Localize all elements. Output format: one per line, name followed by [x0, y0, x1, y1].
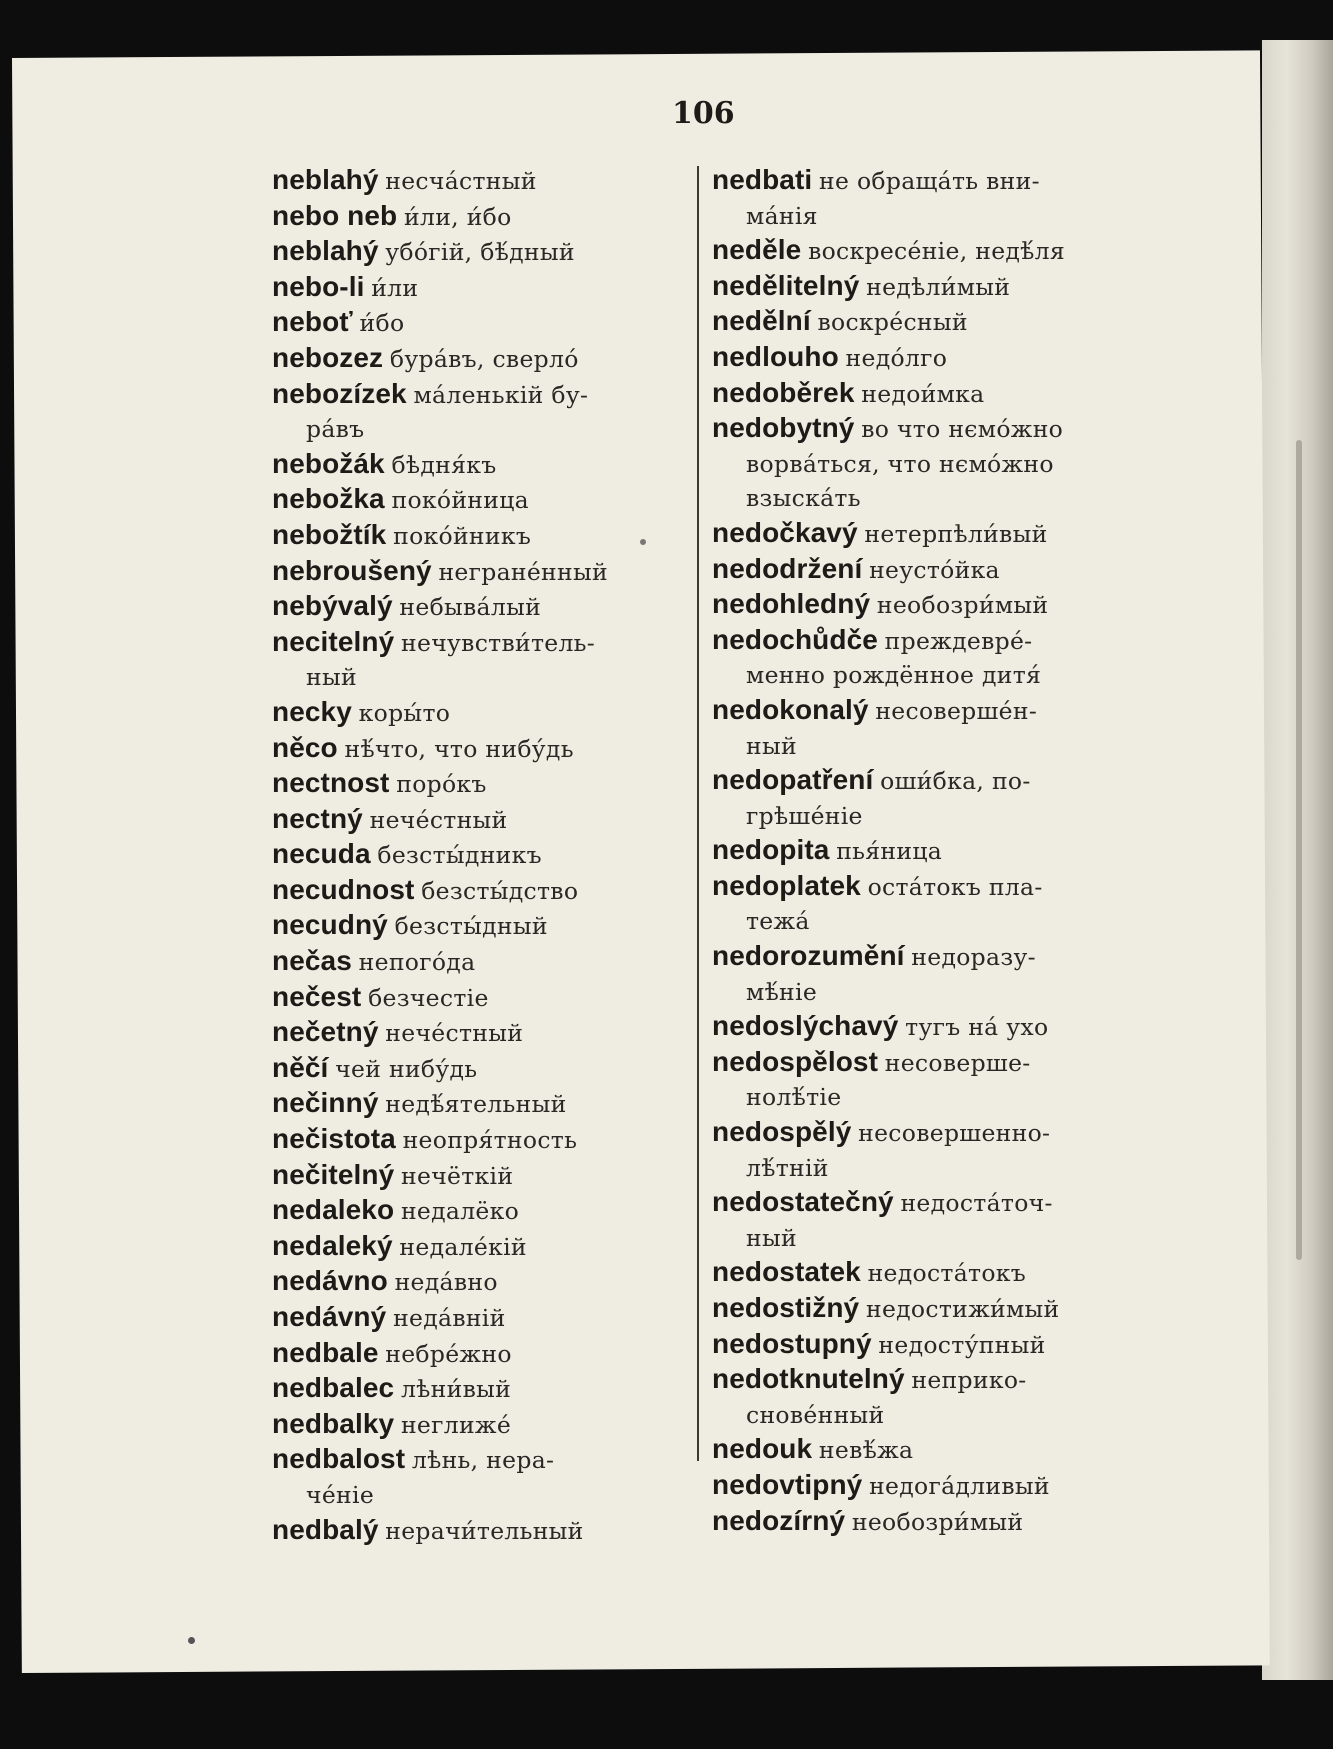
dictionary-entry — [272, 1336, 697, 1372]
headword: nebozízek — [272, 377, 407, 409]
translation: необозри́мый — [876, 591, 1049, 620]
headword: nečitelný — [272, 1158, 395, 1190]
headword: nedbale — [272, 1336, 379, 1368]
headword: nedohledný — [712, 588, 871, 620]
print-speck — [640, 539, 646, 545]
headword: nedozírný — [712, 1504, 846, 1536]
translation-continuation: нолѣ́тіе — [746, 1083, 842, 1112]
headword: nedopita — [712, 834, 830, 866]
headword: nedbalky — [272, 1407, 395, 1439]
dictionary-entry — [272, 766, 697, 802]
dictionary-entry — [272, 305, 697, 341]
headword: něčí — [272, 1051, 329, 1083]
dictionary-entry — [712, 304, 1130, 340]
translation: недоразу- — [911, 943, 1036, 972]
dictionary-entry — [712, 1362, 1130, 1432]
headword: nečest — [272, 980, 362, 1012]
dictionary-entry — [712, 269, 1130, 305]
headword: nedokonalý — [712, 693, 869, 725]
headword: nebožtík — [272, 518, 387, 550]
translation: бура́въ, сверло́ — [389, 344, 579, 373]
dictionary-entry — [712, 163, 1130, 233]
translation: неприко- — [911, 1366, 1027, 1395]
headword: nedlouho — [712, 340, 839, 372]
translation: небре́жно — [385, 1339, 512, 1368]
translation: не обраща́ть вни- — [819, 167, 1040, 195]
headword: nebožka — [272, 483, 385, 515]
translation-continuation: ный — [746, 1223, 797, 1252]
translation: бѣдня́къ — [391, 450, 497, 479]
dictionary-entry — [712, 833, 1130, 869]
left-column — [272, 163, 697, 1548]
translation: неда́вній — [393, 1304, 506, 1332]
translation: недале́кій — [399, 1232, 527, 1261]
headword: nedodržení — [712, 552, 863, 584]
print-speck — [188, 1637, 195, 1644]
translation: недостижи́мый — [865, 1295, 1060, 1323]
dictionary-entry — [712, 1504, 1130, 1540]
translation: неда́вно — [394, 1268, 498, 1297]
headword: něco — [272, 731, 338, 763]
translation: непого́да — [358, 948, 476, 977]
dictionary-entry — [712, 869, 1130, 939]
headword: necudnost — [272, 873, 415, 905]
dictionary-entry — [712, 1009, 1130, 1045]
translation: оста́токъ пла- — [867, 872, 1043, 901]
dictionary-entry — [272, 625, 697, 695]
headword: nečistota — [272, 1123, 396, 1155]
dictionary-entry — [712, 1432, 1130, 1468]
dictionary-entry — [272, 1300, 697, 1336]
translation: несоверше́н- — [875, 696, 1038, 725]
translation: несовершенно- — [858, 1119, 1051, 1148]
translation: безсты́дный — [394, 912, 548, 941]
headword: nedávno — [272, 1265, 388, 1297]
translation: лѣни́вый — [400, 1375, 512, 1404]
dictionary-entry — [272, 695, 697, 731]
translation: несча́стный — [385, 167, 537, 195]
translation: безсты́дство — [421, 876, 579, 905]
headword: nedbalec — [272, 1372, 395, 1404]
headword: nedostižný — [712, 1292, 860, 1323]
dictionary-entry — [712, 552, 1130, 588]
dictionary-entry — [712, 376, 1130, 412]
dictionary-entry — [272, 837, 697, 873]
headword: nedělní — [712, 305, 811, 337]
translation: лѣнь, нера- — [411, 1446, 555, 1475]
headword: nedorozumění — [712, 940, 905, 972]
translation-continuation: ма́нія — [746, 201, 818, 230]
headword: nedouk — [712, 1433, 813, 1465]
translation: нетерпѣли́вый — [864, 519, 1048, 548]
headword: neblahý — [272, 235, 379, 267]
dictionary-entry — [272, 270, 697, 306]
headword: nečetný — [272, 1016, 379, 1048]
dictionary-entry — [272, 1442, 697, 1512]
translation: и́бо — [359, 309, 405, 338]
dictionary-entry — [272, 377, 697, 447]
headword: nedbalost — [272, 1443, 406, 1475]
translation: неусто́йка — [869, 555, 1000, 584]
headword: necuda — [272, 838, 371, 870]
headword: nedostupný — [712, 1327, 872, 1359]
dictionary-entry — [272, 1371, 697, 1407]
page-number: 106 — [672, 96, 735, 131]
translation: нѣ́что, что нибу́дь — [344, 734, 574, 763]
headword: nedávný — [272, 1301, 387, 1332]
dictionary-entry — [712, 1185, 1130, 1255]
translation: недосту́пный — [878, 1330, 1046, 1359]
translation: недѣли́мый — [866, 272, 1011, 301]
translation: недалёко — [400, 1197, 520, 1226]
translation: пья́ница — [836, 837, 943, 866]
headword: nečas — [272, 945, 352, 977]
dictionary-entry — [272, 944, 697, 980]
dictionary-entry — [712, 693, 1130, 763]
headword: necudný — [272, 909, 388, 941]
dictionary-entry — [272, 1193, 697, 1229]
headword: nedovtipný — [712, 1468, 863, 1500]
headword: nedaleký — [272, 1229, 393, 1261]
column-divider — [697, 166, 699, 1461]
dictionary-entry — [272, 1015, 697, 1051]
translation: невѣ́жа — [818, 1436, 914, 1465]
headword: nedaleko — [272, 1194, 395, 1226]
dictionary-entry — [272, 802, 697, 838]
headword: nedotknutelný — [712, 1363, 905, 1395]
headword: nebozez — [272, 341, 384, 373]
translation: несоверше- — [884, 1048, 1031, 1077]
dictionary-entry — [272, 980, 697, 1016]
translation: неопря́тность — [402, 1126, 578, 1155]
translation: недоста́точ- — [900, 1189, 1053, 1218]
dictionary-entry — [712, 411, 1130, 516]
translation-continuation: снове́нный — [746, 1400, 885, 1429]
translation: недои́мка — [861, 379, 985, 408]
translation: поко́йница — [391, 486, 529, 515]
translation-continuation: тежа́ — [746, 907, 810, 936]
translation: и́ли — [371, 273, 419, 302]
dictionary-entry — [272, 234, 697, 270]
headword: neboť — [272, 306, 353, 338]
translation: поро́къ — [396, 770, 487, 799]
headword: neděle — [712, 234, 802, 266]
dictionary-entry — [272, 1229, 697, 1265]
dictionary-entry — [272, 1051, 697, 1087]
dictionary-entry — [272, 199, 697, 235]
headword: nedostatečný — [712, 1186, 894, 1218]
translation: нерачи́тельный — [385, 1516, 584, 1545]
headword: nebo-li — [272, 270, 365, 302]
headword: nedoplatek — [712, 869, 861, 901]
translation: небыва́лый — [399, 593, 542, 622]
headword: nedočkavý — [712, 516, 858, 548]
translation: нечёткій — [401, 1161, 514, 1190]
headword: nebožák — [272, 447, 385, 479]
dictionary-entry — [712, 623, 1130, 693]
dictionary-entry — [272, 518, 697, 554]
translation: безчестіе — [368, 983, 489, 1012]
dictionary-entry — [272, 1407, 697, 1443]
translation: безсты́дникъ — [377, 841, 542, 870]
dictionary-entry — [712, 1468, 1130, 1504]
headword: nedospělý — [712, 1116, 852, 1148]
right-column — [712, 163, 1130, 1539]
dictionary-entry — [712, 1045, 1130, 1115]
headword: nectný — [272, 802, 363, 834]
headword: nedbati — [712, 164, 813, 195]
headword: nedoběrek — [712, 376, 855, 408]
translation-continuation: ный — [746, 731, 797, 760]
headword: nebývalý — [272, 590, 393, 622]
translation: нече́стный — [385, 1019, 524, 1048]
headword: nebo neb — [272, 199, 398, 231]
headword: nedochůdče — [712, 623, 878, 655]
dictionary-entry — [272, 589, 697, 625]
translation-continuation: ворва́ться, что нємо́жно — [746, 449, 1054, 478]
headword: nedoslýchavý — [712, 1010, 899, 1042]
dictionary-entry — [272, 1264, 697, 1300]
dictionary-entry — [712, 1255, 1130, 1291]
translation-continuation: че́ніе — [306, 1480, 375, 1509]
headword: nedospělost — [712, 1045, 879, 1077]
dictionary-entry — [272, 554, 697, 590]
headword: neblahý — [272, 164, 379, 195]
translation: воскре́сный — [817, 308, 968, 337]
translation: нечувстви́тель- — [401, 628, 596, 657]
dictionary-entry — [272, 482, 697, 518]
headword: nectnost — [272, 767, 390, 799]
headword: nedělitelný — [712, 269, 860, 301]
translation: поко́йникъ — [393, 521, 532, 550]
dictionary-entry — [712, 763, 1130, 833]
dictionary-entry — [712, 516, 1130, 552]
headword: nebroušený — [272, 554, 432, 586]
dictionary-entry — [272, 1086, 697, 1122]
translation: неглиже́ — [400, 1410, 512, 1439]
headword: nedostatek — [712, 1256, 861, 1288]
translation: нече́стный — [369, 805, 508, 834]
translation: тугъ на́ ухо — [905, 1013, 1049, 1042]
gutter-shadow — [1296, 440, 1302, 1260]
dictionary-entry — [272, 908, 697, 944]
translation: недога́дливый — [869, 1471, 1050, 1500]
translation-continuation: ра́въ — [306, 415, 365, 444]
dictionary-entry — [712, 233, 1130, 269]
translation: недѣ́ятельный — [385, 1090, 567, 1119]
dictionary-entry — [272, 341, 697, 377]
translation: недоста́токъ — [867, 1259, 1027, 1288]
translation: ма́ленькій бу- — [413, 380, 589, 409]
headword: nedobytný — [712, 412, 855, 444]
translation: оши́бка, по- — [880, 767, 1031, 796]
translation: необозри́мый — [851, 1507, 1024, 1536]
dictionary-entry — [272, 873, 697, 909]
dictionary-entry — [712, 1327, 1130, 1363]
translation: недо́лго — [845, 343, 948, 372]
translation: воскресе́ніе, недѣ́ля — [808, 237, 1065, 266]
headword: nečinný — [272, 1087, 379, 1119]
headword: necitelný — [272, 625, 395, 657]
translation-continuation: лѣ́тній — [746, 1153, 829, 1182]
dictionary-entry — [712, 939, 1130, 1009]
translation: преждевре́- — [884, 626, 1033, 655]
dictionary-entry — [272, 731, 697, 767]
headword: nedbalý — [272, 1513, 379, 1545]
translation-continuation: мѣ́ніе — [746, 977, 818, 1006]
dictionary-entry — [712, 1115, 1130, 1185]
translation-continuation: ный — [306, 663, 357, 692]
dictionary-entry — [272, 1158, 697, 1194]
dictionary-entry — [272, 163, 697, 199]
dictionary-entry — [272, 1513, 697, 1549]
dictionary-entry — [712, 340, 1130, 376]
dictionary-entry — [712, 1291, 1130, 1327]
translation: негране́нный — [438, 557, 608, 586]
translation: во что нємо́жно — [861, 415, 1064, 444]
headword: necky — [272, 695, 352, 727]
headword: nedopatření — [712, 764, 874, 796]
translation: чей нибу́дь — [335, 1054, 478, 1083]
dictionary-entry — [712, 587, 1130, 623]
translation-continuation: менно рождённое дитя́ — [746, 661, 1042, 690]
translation: коры́то — [358, 698, 451, 727]
translation-continuation: грѣше́ніе — [746, 801, 863, 830]
translation-continuation: взыска́ть — [746, 484, 861, 513]
dictionary-entry — [272, 1122, 697, 1158]
translation: убо́гій, бѣ́дный — [385, 238, 575, 267]
translation: и́ли, и́бо — [404, 202, 512, 231]
dictionary-entry — [272, 447, 697, 483]
